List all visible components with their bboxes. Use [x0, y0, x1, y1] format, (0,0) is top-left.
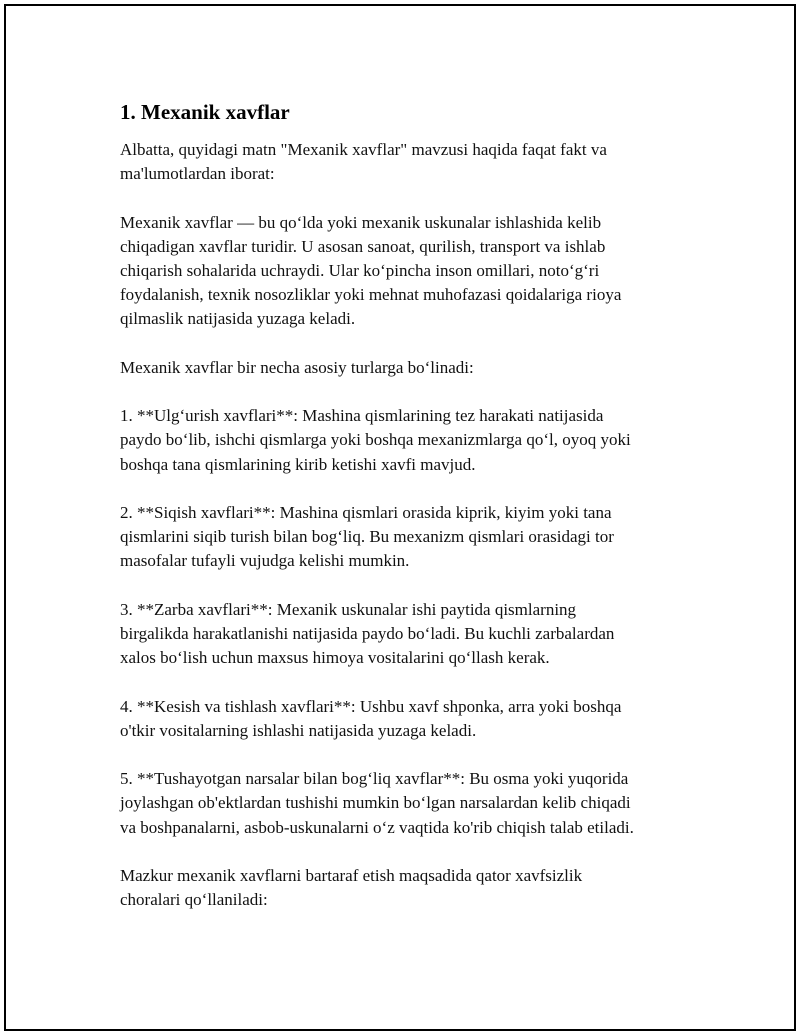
paragraph-definition	[120, 211, 700, 332]
paragraph-measures	[120, 864, 700, 912]
text-line: 4. **Kesish va tishlash xavflari**: Ushbu xavf shponka, arra yoki boshqa	[120, 696, 622, 716]
text-line: foydalanish, texnik nosozliklar yoki mehnat muhofazasi qoidalariga rioya	[120, 285, 622, 305]
text-line: Mazkur mexanik xavflarni bartaraf etish maqsadida qator xavfsizlik	[120, 865, 583, 885]
text-line: qismlarini siqib turish bilan bog‘liq. Bu mexanizm qismlari orasidagi tor	[120, 527, 614, 547]
text-line: birgalikda harakatlanishi natijasida paydo bo‘ladi. Bu kuchli zarbalardan	[120, 623, 615, 643]
list-item-5	[120, 767, 700, 840]
list-item-3	[120, 598, 700, 671]
text-line: choralari qo‘llaniladi:	[120, 890, 268, 910]
page-frame	[4, 4, 796, 1031]
text-line: qilmaslik natijasida yuzaga keladi.	[120, 309, 356, 329]
text-line: xalos bo‘lish uchun maxsus himoya vositalarini qo‘llash kerak.	[120, 648, 550, 668]
list-item-2	[120, 501, 700, 574]
text-line: boshqa tana qismlarining kirib ketishi xavfi mavjud.	[120, 454, 476, 474]
text-line: joylashgan ob'ektlardan tushishi mumkin bo‘lgan narsalardan kelib chiqadi	[120, 793, 631, 813]
text-line: ma'lumotlardan iborat:	[120, 164, 275, 184]
text-line: masofalar tufayli vujudga kelishi mumkin.	[120, 551, 410, 571]
list-item-4	[120, 695, 700, 743]
text-line: 3. **Zarba xavflari**: Mexanik uskunalar ishi paytida qismlarning	[120, 599, 577, 619]
text-line: chiqadigan xavflar turidir. U asosan sanoat, qurilish, transport va ishlab	[120, 236, 606, 256]
paragraph-intro	[120, 138, 700, 186]
text-line: Mexanik xavflar bir necha asosiy turlarga bo‘linadi:	[120, 357, 474, 377]
text-line: 1. **Ulg‘urish xavflari**: Mashina qismlarining tez harakati natijasida	[120, 406, 604, 426]
text-line: Albatta, quyidagi matn "Mexanik xavflar" mavzusi haqida faqat fakt va	[120, 140, 607, 159]
list-item-1	[120, 404, 700, 477]
text-line: 2. **Siqish xavflari**: Mashina qismlari orasida kiprik, kiyim yoki tana	[120, 502, 612, 522]
text-line: Mexanik xavflar — bu qo‘lda yoki mexanik uskunalar ishlashida kelib	[120, 212, 602, 232]
text-line: va boshpanalarni, asbob-uskunalarni o‘z vaqtida ko'rib chiqish talab etiladi.	[120, 817, 634, 837]
paragraph-types-intro	[120, 356, 700, 380]
text-line: o'tkir vositalarning ishlashi natijasida yuzaga keladi.	[120, 720, 477, 740]
document-body	[120, 98, 700, 937]
text-line: chiqarish sohalarida uchraydi. Ular ko‘pincha inson omillari, noto‘g‘ri	[120, 261, 600, 280]
section-heading: 1. Mexanik xavflar	[120, 100, 290, 124]
text-line: paydo bo‘lib, ishchi qismlarga yoki boshqa mexanizmlarga qo‘l, oyoq yoki	[120, 430, 631, 450]
text-line: 5. **Tushayotgan narsalar bilan bog‘liq xavflar**: Bu osma yoki yuqorida	[120, 769, 629, 789]
